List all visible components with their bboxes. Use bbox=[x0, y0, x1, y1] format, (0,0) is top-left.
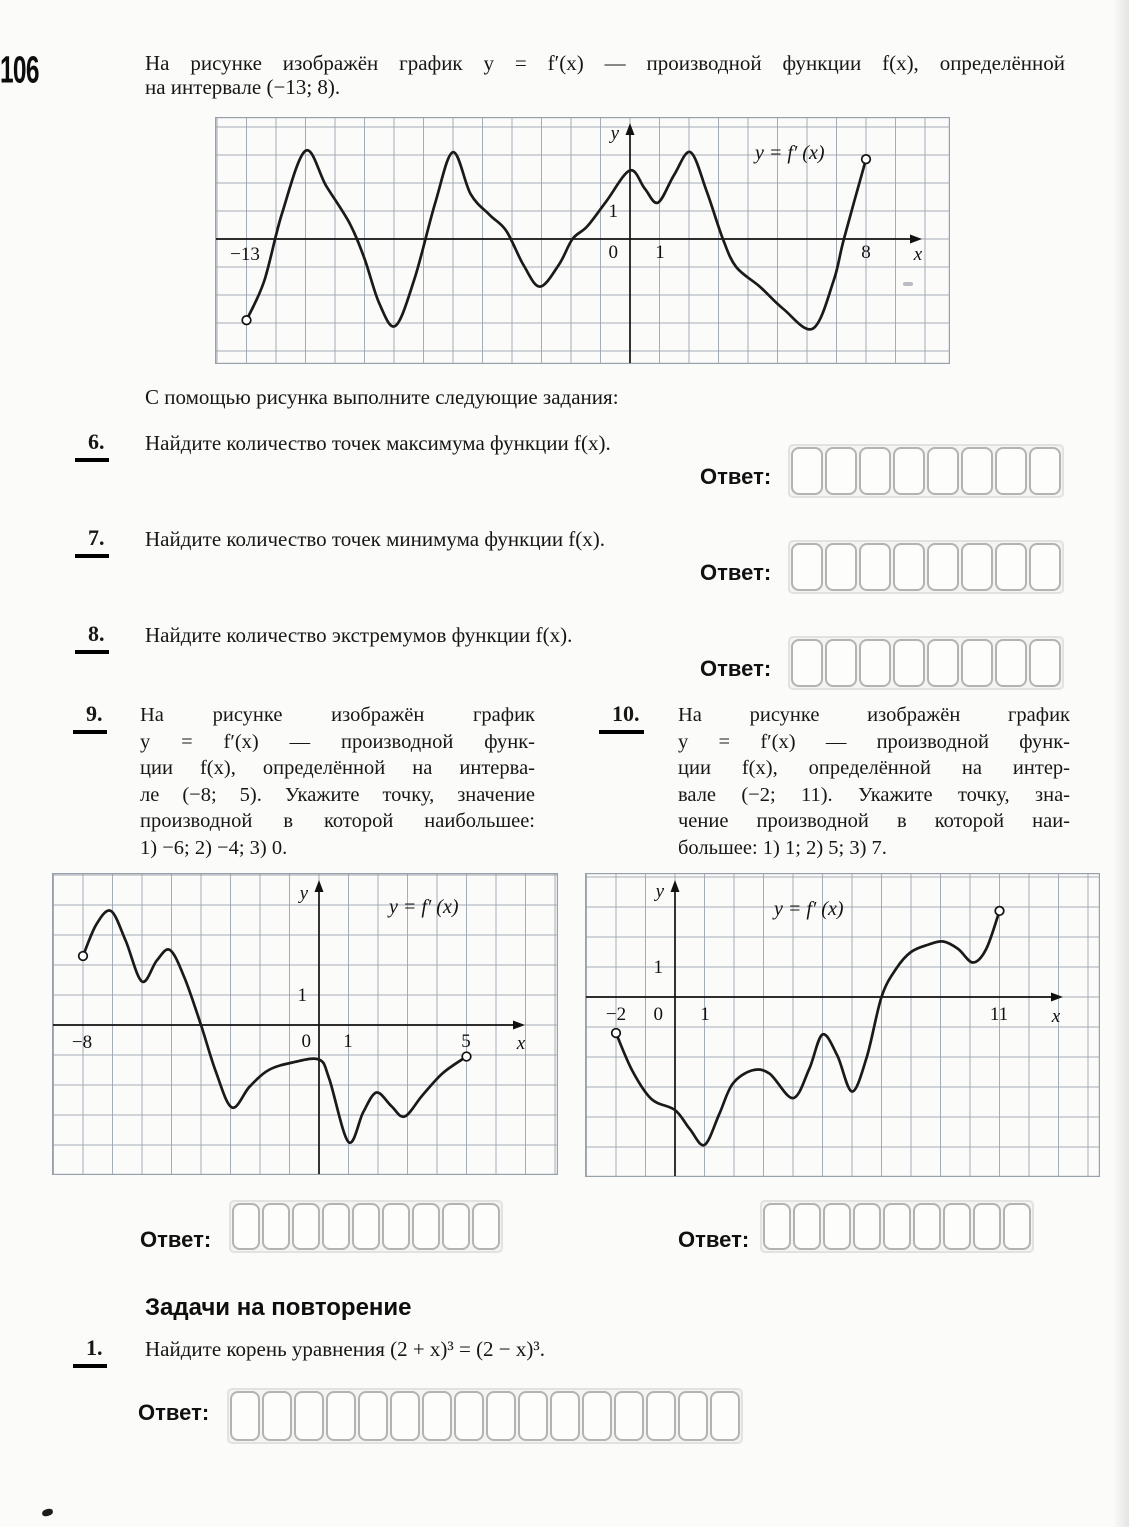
svg-text:11: 11 bbox=[989, 1004, 1009, 1025]
answer-cell bbox=[1029, 543, 1061, 591]
svg-text:1: 1 bbox=[655, 242, 665, 263]
intro-line: на интервале (−13; 8). bbox=[145, 75, 341, 99]
answer-cell bbox=[995, 639, 1027, 687]
answer-cell bbox=[646, 1391, 676, 1441]
svg-text:y: y bbox=[299, 883, 308, 904]
answer-cell bbox=[995, 543, 1027, 591]
svg-text:1: 1 bbox=[343, 1031, 353, 1052]
svg-text:x: x bbox=[1051, 1006, 1061, 1027]
answer-cell bbox=[486, 1391, 516, 1441]
svg-text:−8: −8 bbox=[71, 1032, 93, 1053]
svg-text:y: y bbox=[610, 123, 619, 144]
answer-cell bbox=[614, 1391, 644, 1441]
answer-cell bbox=[961, 447, 993, 495]
svg-text:0: 0 bbox=[608, 242, 618, 263]
answer-cell bbox=[927, 447, 959, 495]
answer-cell bbox=[710, 1391, 740, 1441]
answer-cell bbox=[791, 639, 823, 687]
svg-text:x: x bbox=[913, 244, 923, 265]
answer-cell bbox=[763, 1203, 791, 1250]
answer-cell bbox=[859, 639, 891, 687]
answer-cell bbox=[913, 1203, 941, 1250]
answer-cell bbox=[550, 1391, 580, 1441]
problem-7-text: Найдите количество точек минимума функции f(x). bbox=[145, 527, 606, 551]
answer-cell bbox=[262, 1203, 290, 1250]
answer-cell bbox=[352, 1203, 380, 1250]
problem-10-text: На рисунке изображён график y = f′(x) — производной функ- ции f(x), определённой на интер- вале (−2; 11). Укажите точку, зна- чение производной в которой наи- большее: 1) 1; 2) 5; 3) 7. bbox=[678, 704, 1070, 859]
answer-cell bbox=[358, 1391, 388, 1441]
answer-cell bbox=[893, 639, 925, 687]
answer-boxes-10 bbox=[762, 1202, 1032, 1251]
answer-cell bbox=[927, 639, 959, 687]
answer-cell bbox=[1029, 639, 1061, 687]
answer-cell bbox=[927, 543, 959, 591]
answer-label-8: Ответ: bbox=[700, 656, 772, 681]
answer-cell bbox=[893, 543, 925, 591]
answer-cell bbox=[859, 543, 891, 591]
answer-label-1: Ответ: bbox=[138, 1400, 210, 1425]
answer-cell bbox=[412, 1203, 440, 1250]
derivative-graph-main bbox=[215, 117, 950, 364]
answer-cell bbox=[853, 1203, 881, 1250]
scan-edge-shadow bbox=[1113, 0, 1129, 1527]
problem-9-number: 9. bbox=[73, 701, 107, 734]
answer-cell bbox=[825, 639, 857, 687]
answer-boxes-6 bbox=[790, 446, 1062, 496]
problem-1-text: Найдите корень уравнения (2 + x)³ = (2 − x)³. bbox=[145, 1337, 545, 1361]
answer-cell bbox=[678, 1391, 708, 1441]
answer-cell bbox=[823, 1203, 851, 1250]
answer-cell bbox=[262, 1391, 292, 1441]
answer-cell bbox=[422, 1391, 452, 1441]
answer-label-9: Ответ: bbox=[140, 1227, 212, 1252]
answer-cell bbox=[382, 1203, 410, 1250]
svg-text:1: 1 bbox=[297, 985, 307, 1006]
svg-text:1: 1 bbox=[608, 201, 618, 222]
answer-cell bbox=[322, 1203, 350, 1250]
answer-label-10: Ответ: bbox=[678, 1227, 750, 1252]
problem-6-number: 6. bbox=[75, 429, 109, 462]
answer-cell bbox=[390, 1391, 420, 1441]
svg-text:y: y bbox=[655, 881, 664, 902]
answer-cell bbox=[294, 1391, 324, 1441]
answer-cell bbox=[518, 1391, 548, 1441]
intro-text bbox=[145, 51, 1065, 99]
svg-text:0: 0 bbox=[653, 1004, 663, 1025]
answer-boxes-8 bbox=[790, 638, 1062, 688]
svg-text:−2: −2 bbox=[605, 1004, 627, 1025]
svg-text:y = f′ (x): y = f′ (x) bbox=[755, 142, 825, 164]
answer-cell bbox=[883, 1203, 911, 1250]
svg-text:x: x bbox=[516, 1033, 526, 1054]
answer-cell bbox=[230, 1391, 260, 1441]
svg-text:8: 8 bbox=[861, 242, 871, 263]
answer-label-7: Ответ: bbox=[700, 560, 772, 585]
problem-8-number: 8. bbox=[75, 621, 109, 654]
answer-cell bbox=[825, 543, 857, 591]
svg-text:1: 1 bbox=[700, 1004, 710, 1025]
answer-cell bbox=[943, 1203, 971, 1250]
answer-cell bbox=[793, 1203, 821, 1250]
answer-cell bbox=[961, 543, 993, 591]
answer-cell bbox=[791, 447, 823, 495]
answer-cell bbox=[791, 543, 823, 591]
answer-cell bbox=[472, 1203, 500, 1250]
answer-cell bbox=[292, 1203, 320, 1250]
answer-cell bbox=[1003, 1203, 1031, 1250]
problem-7-number: 7. bbox=[75, 525, 109, 558]
answer-cell bbox=[893, 447, 925, 495]
answer-cell bbox=[995, 447, 1027, 495]
answer-cell bbox=[442, 1203, 470, 1250]
intro-line: На рисунке изображён график y = f′(x) — производной функции f(x), определённой bbox=[145, 51, 1065, 75]
derivative-graph-problem-10 bbox=[585, 873, 1100, 1177]
svg-text:1: 1 bbox=[653, 957, 663, 978]
answer-boxes-7 bbox=[790, 542, 1062, 592]
answer-boxes-9 bbox=[231, 1202, 501, 1251]
answer-cell bbox=[326, 1391, 356, 1441]
answer-cell bbox=[232, 1203, 260, 1250]
svg-text:0: 0 bbox=[301, 1031, 311, 1052]
answer-cell bbox=[961, 639, 993, 687]
svg-text:5: 5 bbox=[461, 1031, 471, 1052]
problem-8-text: Найдите количество экстремумов функции f(x). bbox=[145, 623, 573, 647]
scan-speck bbox=[41, 1508, 53, 1517]
problem-6-text: Найдите количество точек максимума функции f(x). bbox=[145, 431, 611, 455]
instruction-text: С помощью рисунка выполните следующие задания: bbox=[145, 385, 619, 409]
answer-cell bbox=[454, 1391, 484, 1441]
svg-text:y = f′ (x): y = f′ (x) bbox=[389, 896, 459, 918]
scan-smudge bbox=[903, 282, 913, 286]
svg-text:−13: −13 bbox=[230, 244, 260, 265]
answer-cell bbox=[825, 447, 857, 495]
problem-10-number: 10. bbox=[599, 701, 644, 734]
page-number: 106 bbox=[0, 48, 39, 92]
answer-cell bbox=[859, 447, 891, 495]
answer-boxes-1 bbox=[229, 1390, 741, 1442]
problem-9-text: На рисунке изображён график y = f′(x) — производной функ- ции f(x), определённой на интерва- ле (−8; 5). Укажите точку, значение производной в которой наибольшее: 1) −6; 2) −4; 3) 0. bbox=[140, 704, 535, 859]
answer-cell bbox=[582, 1391, 612, 1441]
section-heading: Задачи на повторение bbox=[145, 1294, 412, 1321]
answer-cell bbox=[973, 1203, 1001, 1250]
answer-cell bbox=[1029, 447, 1061, 495]
problem-1-number: 1. bbox=[73, 1335, 107, 1368]
derivative-graph-problem-9 bbox=[52, 873, 558, 1175]
svg-text:y = f′ (x): y = f′ (x) bbox=[774, 898, 844, 920]
answer-label-6: Ответ: bbox=[700, 464, 772, 489]
